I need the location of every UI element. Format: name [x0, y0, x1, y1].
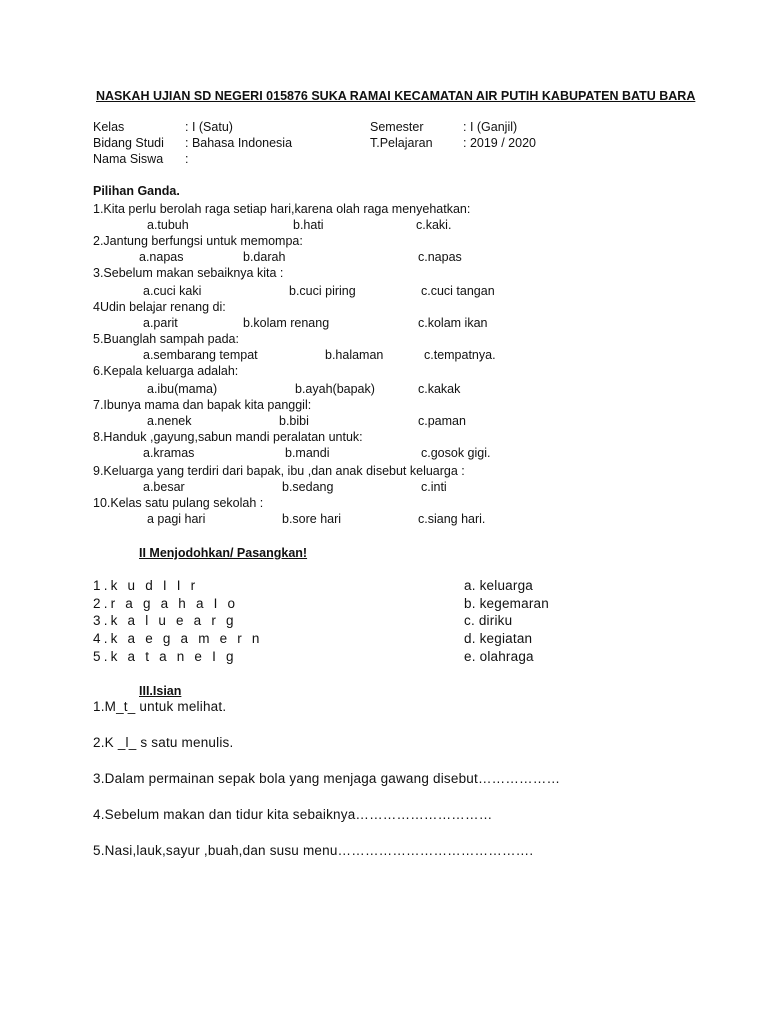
option-5b: b.halaman	[325, 348, 384, 362]
fill-item-1: 1.M_t_ untuk melihat.	[93, 699, 227, 714]
match-answer-a: a. keluarga	[464, 578, 533, 593]
semester-value: : I (Ganjil)	[463, 120, 518, 134]
option-1a: a.tubuh	[147, 218, 189, 232]
nama-siswa-value: :	[185, 152, 189, 166]
option-8c: c.gosok gigi.	[421, 446, 491, 460]
fill-item-3: 3.Dalam permainan sepak bola yang menjaga gawang disebut………………	[93, 771, 561, 786]
match-answer-e: e. olahraga	[464, 649, 534, 664]
scrambled-word-1: 1.k u d I I r	[93, 578, 199, 593]
scrambled-word-5: 5.k a t a n e I g	[93, 649, 237, 664]
option-7c: c.paman	[418, 414, 466, 428]
question-4: 4Udin belajar renang di:	[93, 300, 226, 314]
option-10a: a pagi hari	[147, 512, 206, 526]
nama-siswa-label: Nama Siswa	[93, 152, 164, 166]
question-6: 6.Kepala keluarga adalah:	[93, 364, 239, 378]
option-7a: a.nenek	[147, 414, 192, 428]
question-8: 8.Handuk ,gayung,sabun mandi peralatan untuk:	[93, 430, 363, 444]
option-5c: c.tempatnya.	[424, 348, 496, 362]
match-answer-b: b. kegemaran	[464, 596, 549, 611]
bidang-studi-label: Bidang Studi	[93, 136, 164, 150]
question-1: 1.Kita perlu berolah raga setiap hari,karena olah raga menyehatkan:	[93, 202, 471, 216]
option-2c: c.napas	[418, 250, 462, 264]
question-7: 7.Ibunya mama dan bapak kita panggil:	[93, 398, 312, 412]
option-3a: a.cuci kaki	[143, 284, 202, 298]
option-10b: b.sore hari	[282, 512, 342, 526]
option-4a: a.parit	[143, 316, 178, 330]
option-6c: c.kakak	[418, 382, 461, 396]
option-8b: b.mandi	[285, 446, 330, 460]
fill-item-5: 5.Nasi,lauk,sayur ,buah,dan susu menu…………………………………….	[93, 843, 534, 858]
bidang-studi-value: : Bahasa Indonesia	[185, 136, 293, 150]
tahun-pelajaran-value: : 2019 / 2020	[463, 136, 536, 150]
option-6a: a.ibu(mama)	[147, 382, 218, 396]
option-2b: b.darah	[243, 250, 286, 264]
option-8a: a.kramas	[143, 446, 195, 460]
match-answer-d: d. kegiatan	[464, 631, 533, 646]
kelas-value: : I (Satu)	[185, 120, 233, 134]
section-menjodohkan-heading: II Menjodohkan/ Pasangkan!	[139, 546, 308, 560]
section-pilihan-ganda-heading: Pilihan Ganda.	[93, 184, 180, 198]
fill-item-4: 4.Sebelum makan dan tidur kita sebaiknya…………………………	[93, 807, 493, 822]
kelas-label: Kelas	[93, 120, 125, 134]
question-3: 3.Sebelum makan sebaiknya kita :	[93, 266, 284, 280]
scrambled-word-3: 3.k a l u e a r g	[93, 613, 237, 628]
option-1c: c.kaki.	[416, 218, 452, 232]
option-1b: b.hati	[293, 218, 324, 232]
option-9c: c.inti	[421, 480, 447, 494]
match-answer-c: c. diriku	[464, 613, 513, 628]
question-2: 2.Jantung berfungsi untuk memompa:	[93, 234, 303, 248]
scrambled-word-4: 4.k a e g a m e r n	[93, 631, 263, 646]
option-9b: b.sedang	[282, 480, 334, 494]
option-6b: b.ayah(bapak)	[295, 382, 375, 396]
option-10c: c.siang hari.	[418, 512, 486, 526]
option-9a: a.besar	[143, 480, 185, 494]
question-5: 5.Buanglah sampah pada:	[93, 332, 239, 346]
section-isian-heading: III.Isian	[139, 684, 182, 698]
question-10: 10.Kelas satu pulang sekolah :	[93, 496, 264, 510]
scrambled-word-2: 2.r a g a h a I o	[93, 596, 239, 611]
option-4c: c.kolam ikan	[418, 316, 488, 330]
option-7b: b.bibi	[279, 414, 309, 428]
option-3c: c.cuci tangan	[421, 284, 495, 298]
tahun-pelajaran-label: T.Pelajaran	[370, 136, 433, 150]
fill-item-2: 2.K _l_ s satu menulis.	[93, 735, 234, 750]
semester-label: Semester	[370, 120, 424, 134]
option-5a: a.sembarang tempat	[143, 348, 258, 362]
exam-title: NASKAH UJIAN SD NEGERI 015876 SUKA RAMAI KECAMATAN AIR PUTIH KABUPATEN BATU BARA	[96, 89, 696, 103]
option-4b: b.kolam renang	[243, 316, 330, 330]
question-9: 9.Keluarga yang terdiri dari bapak, ibu ,dan anak disebut keluarga :	[93, 464, 465, 478]
option-2a: a.napas	[139, 250, 184, 264]
option-3b: b.cuci piring	[289, 284, 356, 298]
